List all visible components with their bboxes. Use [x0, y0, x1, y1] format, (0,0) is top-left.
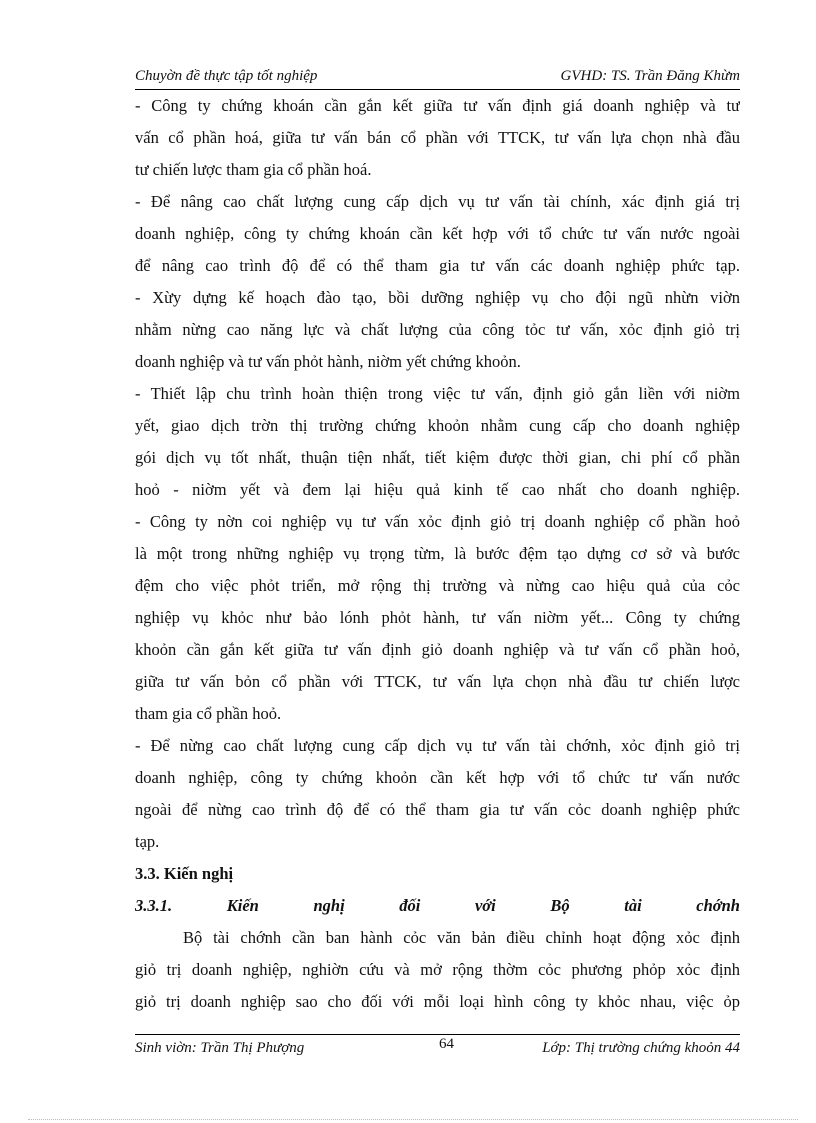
footer-class: Lớp: Thị trường chứng khoỏn 44 [542, 1040, 740, 1056]
body-line: để nâng cao trình độ để có thể tham gia tư vấn các doanh nghiệp phức tạp. [135, 256, 740, 275]
page-footer [135, 1034, 740, 1064]
page-header [135, 66, 740, 90]
footer-student: Sinh viờn: Trần Thị Phượng [135, 1040, 305, 1056]
body-line: vấn cổ phần hoá, giữa tư vấn bán cổ phần với TTCK, tư vấn lựa chọn nhà đầu [135, 128, 740, 147]
document-body [135, 90, 740, 1018]
footer-rule [135, 1034, 740, 1035]
body-line: ngoài để nừng cao trình độ để có thể tham gia tư vấn cỏc doanh nghiệp phức [135, 800, 740, 819]
paragraph-line: giỏ trị doanh nghiệp, nghiờn cứu và mở rộng thờm cỏc phương phỏp xỏc định [135, 960, 740, 979]
body-line: - Xừy dựng kế hoạch đào tạo, bồi dưỡng nghiệp vụ cho đội ngũ nhừn viờn [135, 288, 740, 307]
body-line: tạp. [135, 832, 160, 851]
body-line: doanh nghiệp và tư vấn phỏt hành, niờm yết chứng khoỏn. [135, 352, 521, 371]
body-line: - Để nừng cao chất lượng cung cấp dịch vụ tư vấn tài chớnh, xỏc định giỏ trị [135, 736, 740, 755]
page-bottom-border [28, 1119, 798, 1120]
subsection-heading: 3.3.1. Kiến nghị đối với Bộ tài chớnh [135, 896, 740, 915]
body-line: doanh nghiệp, công ty chứng khoỏn cần kết hợp với tổ chức tư vấn nước [135, 768, 740, 787]
body-line: gói dịch vụ tốt nhất, thuận tiện nhất, tiết kiệm được thời gian, chi phí cổ phần [135, 448, 740, 467]
page-number: 64 [439, 1036, 454, 1052]
section-heading: 3.3. Kiến nghị [135, 864, 234, 883]
body-line: tư chiến lược tham gia cổ phần hoá. [135, 160, 372, 179]
body-line: là một trong những nghiệp vụ trọng từm, là bước đệm tạo dựng cơ sở và bước [135, 544, 740, 563]
header-report-title: Chuyờn đề thực tập tốt nghiệp [135, 68, 318, 84]
body-line: - Thiết lập chu trình hoàn thiện trong việc tư vấn, định giỏ gắn liền với niờm [135, 384, 740, 403]
body-line: doanh nghiệp, công ty chứng khoán cần kết hợp với tổ chức tư vấn nước ngoài [135, 224, 740, 243]
body-line: nhằm nừng cao năng lực và chất lượng của công tỏc tư vấn, xỏc định giỏ trị [135, 320, 740, 339]
body-line: - Để nâng cao chất lượng cung cấp dịch vụ tư vấn tài chính, xác định giá trị [135, 192, 740, 211]
body-line: - Công ty nờn coi nghiệp vụ tư vấn xỏc định giỏ trị doanh nghiệp cổ phần hoỏ [135, 512, 740, 531]
body-line: đệm cho việc phỏt triển, mở rộng thị trường và nừng cao hiệu quả của cỏc [135, 576, 740, 595]
paragraph-line: Bộ tài chớnh cần ban hành cỏc văn bản điều chỉnh hoạt động xỏc định [183, 928, 740, 947]
paragraph-line: giỏ trị doanh nghiệp sao cho đối với mỗi loại hình công ty khỏc nhau, việc ỏp [135, 992, 740, 1011]
header-advisor: GVHD: TS. Trần Đăng Khừm [560, 68, 740, 84]
body-line: yết, giao dịch trờn thị trường chứng khoỏn nhằm cung cấp cho doanh nghiệp [135, 416, 740, 435]
body-line: tham gia cổ phần hoỏ. [135, 704, 282, 723]
body-line: - Công ty chứng khoán cần gắn kết giữa tư vấn định giá doanh nghiệp và tư [135, 96, 740, 115]
body-line: khoỏn cần gắn kết giữa tư vấn định giỏ doanh nghiệp và tư vấn cổ phần hoỏ, [135, 640, 740, 659]
body-line: nghiệp vụ khỏc như bảo lónh phỏt hành, tư vấn niờm yết... Công ty chứng [135, 608, 740, 627]
body-line: giữa tư vấn bỏn cổ phần với TTCK, tư vấn lựa chọn nhà đầu tư chiến lược [135, 672, 740, 691]
body-line: hoỏ - niờm yết và đem lại hiệu quả kinh tế cao nhất cho doanh nghiệp. [135, 480, 740, 499]
